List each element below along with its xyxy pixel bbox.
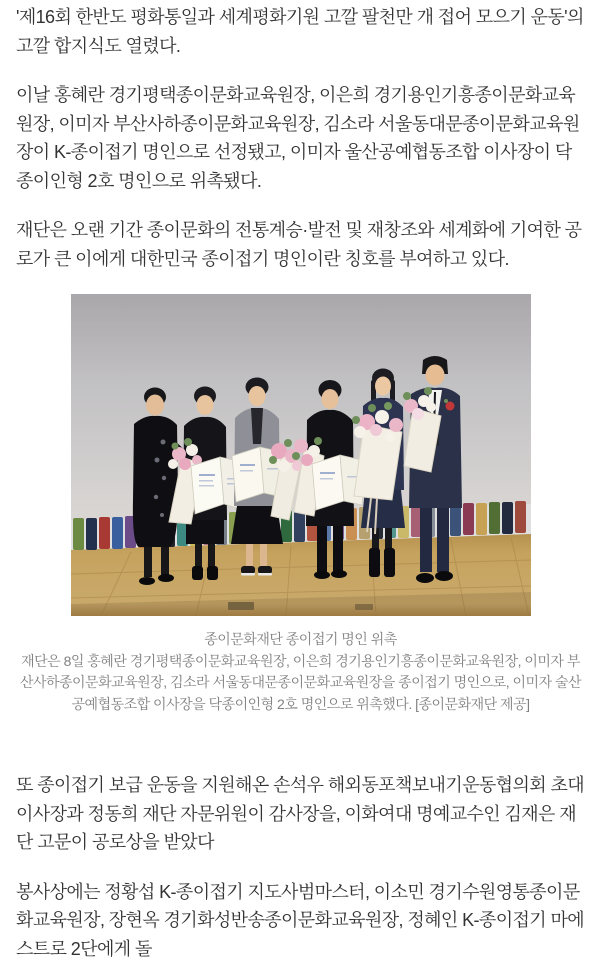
paragraph-3: 재단은 오랜 기간 종이문화의 전통계승·발전 및 재창조와 세계화에 기여한 공로가 큰 이에게 대한민국 종이접기 명인이란 칭호를 부여하고 있다. xyxy=(16,216,585,273)
floor-outlet-plate-right xyxy=(355,604,373,610)
photo-caption xyxy=(16,629,585,715)
ceremony-photo xyxy=(71,294,531,616)
floor-outlet-plate-left xyxy=(228,602,254,610)
article-photo-figure xyxy=(16,294,585,715)
paragraph-1: '제16회 한반도 평화통일과 세계평화기원 고깔 팔천만 개 접어 모으기 운동'의 고깔 합지식도 열렸다. xyxy=(16,3,585,60)
paragraph-2: 이날 홍혜란 경기평택종이문화교육원장, 이은희 경기용인기흥종이문화교육원장, 이미자 부산사하종이문화교육원장, 김소라 서울동대문종이문화교육원장이 K-종이접기 명인으로 선정됐고, 이미자 울산공예협동조합 이사장이 닥종이인형 2호 명인으로 위촉됐다. xyxy=(16,81,585,195)
photo-caption-body: 재단은 8일 홍혜란 경기평택종이문화교육원장, 이은희 경기용인기흥종이문화교육원장, 이미자 부산사하종이문화교육원장, 김소라 서울동대문종이문화교육원장을 종이접기 명인으로, 이미자 술산공예협동조합 이사장을 닥종이인형 2호 명인으로 위촉했다. [종이문화재단 제공] xyxy=(16,651,585,716)
paragraph-4: 또 종이접기 보급 운동을 지원해온 손석우 해외동포책보내기운동협의회 초대 이사장과 정동희 재단 자문위원이 감사장을, 이화여대 명예교수인 김재은 재단 고문이 공로상을 받았다 xyxy=(16,771,585,857)
paragraph-5: 봉사상에는 정황섭 K-종이접기 지도사범마스터, 이소민 경기수원영통종이문화교육원장, 장현옥 경기화성반송종이문화교육원장, 정혜인 K-종이접기 마에스트로 2단에게 돌 xyxy=(16,878,585,963)
photo-caption-title: 종이문화재단 종이접기 명인 위촉 xyxy=(16,629,585,651)
corsage xyxy=(445,402,454,411)
